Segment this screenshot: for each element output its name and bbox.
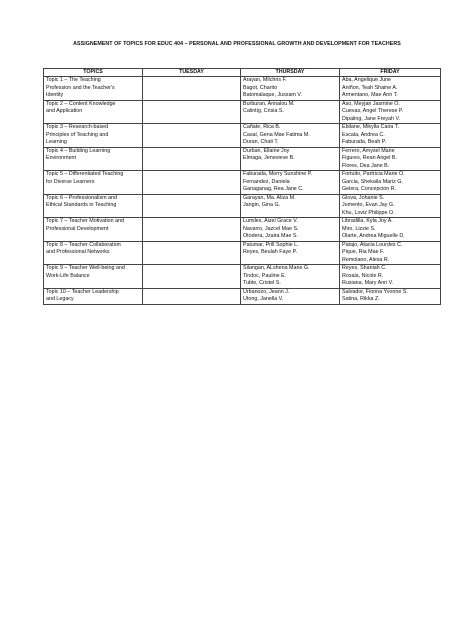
friday-name: Satina, Rikka Z. [342,296,380,302]
topic-cell [44,265,143,289]
thursday-name: Silangan, ALshena Marie G. [243,265,310,271]
topic-cell [44,218,143,242]
friday-name: Faburada, Beah P. [342,139,387,145]
friday-name: Ferrero, Amysel Marie [342,147,395,154]
topic-line: Topic 7 – Teacher Motivation and [46,218,125,224]
topic-line: Topic 8 – Teacher Collaboration [46,241,121,248]
friday-cell [340,77,441,101]
thursday-name: Palumar, Prill Sophie L. [243,241,299,248]
thursday-name: Lumiles, Aizel Grace V. [243,218,298,224]
friday-name: Libradilla, Kyla Joy A. [342,218,393,224]
topic-line: Topic 4 – Building Learning [46,147,111,154]
topic-cell [44,288,143,304]
friday-cell [340,218,441,242]
friday-cell [340,194,441,218]
table-header-row [44,69,441,77]
topic-line: Identity [46,92,64,98]
friday-name: Cuevas, Angel Therese P. [342,108,404,114]
thursday-name: Duran, Chati T. [243,139,279,145]
topic-line: Topic 6 – Professionalism and [46,194,117,201]
thursday-name: Otodera, Jzaira Mae S. [243,233,298,239]
friday-name: Escala, Andrea C. [342,131,385,138]
thursday-cell [241,171,340,195]
friday-cell [340,100,441,124]
thursday-cell [241,147,340,171]
table-row [44,288,441,304]
friday-name: Aba, Angelique June [342,77,392,83]
tuesday-cell [143,77,241,101]
table-row [44,77,441,101]
header-topics: TOPICS [44,69,143,77]
friday-name: Rosala, Nicole R. [342,272,384,279]
table-row [44,171,441,195]
topic-line: Topic 5 – Differentiated Teaching [46,171,124,177]
friday-cell [340,124,441,148]
topic-line: and Professional Networks [46,249,110,255]
topic-line: Environment [46,155,76,161]
table-row [44,218,441,242]
tuesday-cell [143,124,241,148]
thursday-name: Tindoc, Pauline E. [243,272,287,279]
thursday-name: Arayan, Milchris F. [243,77,287,83]
header-friday: FRIDAY [340,69,441,77]
thursday-name: Durban, Ellaine Joy [243,147,290,154]
table-row [44,241,441,265]
friday-name: Aso, Meyjan Jasmine O. [342,100,400,107]
thursday-cell [241,194,340,218]
topic-line: Topic 9 – Teacher Well-being and [46,265,125,271]
thursday-name: Reyes, Beulah Faye P. [243,249,297,255]
table-row [44,147,441,171]
friday-name: Flores, Dea Jane B. [342,162,390,169]
tuesday-cell [143,288,241,304]
topic-cell [44,77,143,101]
thursday-name: Navarro, Jazcel Mae S. [243,225,299,232]
topic-line: Work-Life Balance [46,272,90,279]
tuesday-cell [143,218,241,242]
thursday-name: Batomalaque, Jussam V. [243,92,302,98]
topic-line: Learning [46,139,67,145]
topic-line: Topic 10 – Teacher Leadership [46,288,119,295]
header-tuesday: TUESDAY [143,69,241,77]
topic-assignment-table [43,68,441,305]
thursday-name: Elmaga, Jenevieve B. [243,155,295,161]
tuesday-cell [143,171,241,195]
topic-line: Topic 1 – The Teaching [46,77,101,83]
friday-name: Gelera, Concepcion R. [342,186,397,192]
friday-name: Ebilane, Mikylla Caira T. [342,124,399,130]
topic-cell [44,124,143,148]
thursday-name: Tuble, Cristel S. [243,280,281,286]
topic-cell [44,100,143,124]
thursday-name: Calintig, Crisia S. [243,108,284,114]
table-row [44,124,441,148]
topic-line: for Diverse Learners [46,178,95,185]
friday-name: Remolano, Alexa R. [342,256,390,263]
friday-name: Salvador, Fionna Yvonne S. [342,288,408,295]
topic-cell [44,147,143,171]
tuesday-cell [143,194,241,218]
topic-cell [44,194,143,218]
document-title: ASSIGNEMENT OF TOPICS FOR EDUC 404 – PERSONAL AND PROFESSIONAL GROWTH AND DEVELOPMENT FOR TEACHERS [73,41,401,47]
friday-cell [340,241,441,265]
friday-name: Armentano, Mae Ann T. [342,92,398,98]
topic-line: and Application [46,108,83,114]
tuesday-cell [143,265,241,289]
thursday-name: Cañate, Rica B. [243,124,281,130]
friday-name: Dipaling, Jane Freyah V. [342,115,401,122]
friday-name: Olarte, Andrea Miguelle D. [342,233,405,239]
table-row [44,194,441,218]
friday-name: Figures, Rean Angel B. [342,155,397,161]
header-thursday: THURSDAY [241,69,340,77]
thursday-name: Bagot, Charito [243,84,278,91]
thursday-cell [241,265,340,289]
topic-line: Topic 2 – Content Knowledge [46,100,116,107]
thursday-name: Fernandez, Daniela [243,178,290,185]
friday-name: Reyes, Shaniah C. [342,265,387,271]
friday-name: Rusiana, Mary Ann V. [342,280,394,286]
thursday-cell [241,77,340,101]
friday-name: Jumento, Evan Jay G. [342,202,395,208]
table-row [44,100,441,124]
tuesday-cell [143,100,241,124]
topic-line: Profession and the Teacher's [46,84,115,91]
friday-name: Pique, Ria Mae F. [342,249,385,255]
thursday-name: Utong, Janella V. [243,296,284,302]
topic-line: Topic 3 – Research-based [46,124,109,130]
friday-name: Fortuito, Partricia Marie O. [342,171,405,177]
thursday-name: Urbanozo, Jeann J. [243,288,290,295]
thursday-cell [241,218,340,242]
friday-name: Garcia, Shekaila Mariz G. [342,178,403,185]
friday-cell [340,265,441,289]
topic-line: Principles of Teaching and [46,131,109,138]
thursday-name: Burburan, Annalou M. [243,100,295,107]
friday-cell [340,171,441,195]
friday-name: Khu, Loviz Philippe O. [342,209,395,216]
thursday-cell [241,100,340,124]
friday-name: Aniñon, Teah Shaine A. [342,84,398,91]
tuesday-cell [143,241,241,265]
table-body [44,77,441,305]
thursday-name: Ganaganag, Rea Jane C. [243,186,304,192]
friday-name: Glova, Johanie S. [342,194,385,201]
friday-cell [340,288,441,304]
thursday-cell [241,124,340,148]
tuesday-cell [143,147,241,171]
friday-name: Miro, Lizzie S. [342,225,376,232]
friday-name: Patajo, Atacia Lourdes C. [342,241,403,248]
topic-line: and Legacy [46,296,74,302]
topic-cell [44,241,143,265]
topic-cell [44,171,143,195]
thursday-name: Jangin, Gina G. [243,202,281,208]
thursday-name: Faburada, Merry Sunshine P. [243,171,313,177]
friday-cell [340,147,441,171]
thursday-name: Casal, Gena Mae Fatima M. [243,131,310,138]
topic-line: Ethical Standards in Teaching [46,202,117,208]
thursday-name: Garayan, Ma. Aliza M. [243,194,296,201]
table-row [44,265,441,289]
topic-line: Professional Development [46,225,109,232]
thursday-cell [241,241,340,265]
thursday-cell [241,288,340,304]
